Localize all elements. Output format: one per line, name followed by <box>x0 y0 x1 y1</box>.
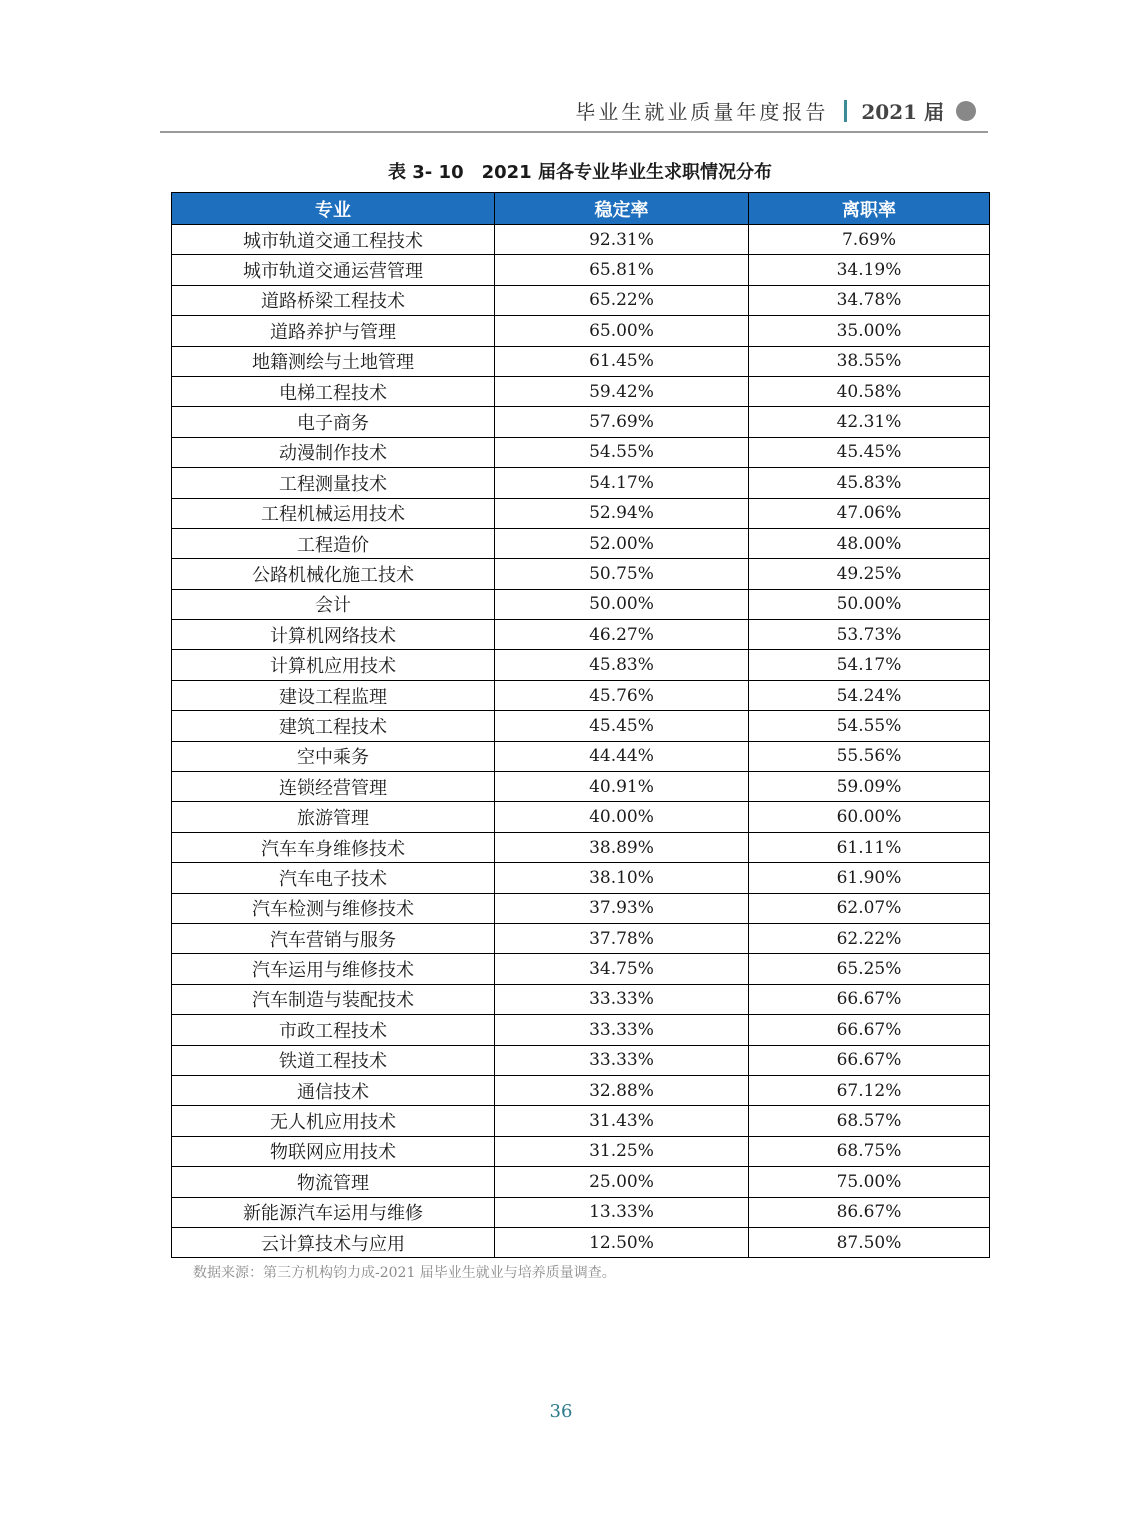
turnover-rate-cell: 54.24% <box>749 680 990 710</box>
table-row <box>172 863 990 893</box>
stability-rate-cell: 59.42% <box>495 376 749 406</box>
major-cell: 连锁经营管理 <box>172 772 495 802</box>
stability-rate-cell: 34.75% <box>495 954 749 984</box>
major-cell: 物联网应用技术 <box>172 1136 495 1166</box>
table-row <box>172 1167 990 1197</box>
page-header <box>575 96 976 125</box>
major-cell: 物流管理 <box>172 1167 495 1197</box>
table-row <box>172 437 990 467</box>
major-cell: 工程造价 <box>172 528 495 558</box>
major-cell: 城市轨道交通运营管理 <box>172 255 495 285</box>
table-row <box>172 468 990 498</box>
major-cell: 计算机网络技术 <box>172 620 495 650</box>
turnover-rate-cell: 53.73% <box>749 620 990 650</box>
major-cell: 电梯工程技术 <box>172 376 495 406</box>
major-cell: 旅游管理 <box>172 802 495 832</box>
major-cell: 汽车营销与服务 <box>172 923 495 953</box>
table-row <box>172 650 990 680</box>
stability-rate-cell: 33.33% <box>495 984 749 1014</box>
turnover-rate-cell: 62.07% <box>749 893 990 923</box>
table-row <box>172 559 990 589</box>
table-row <box>172 772 990 802</box>
stability-rate-cell: 52.94% <box>495 498 749 528</box>
major-cell: 铁道工程技术 <box>172 1045 495 1075</box>
stability-rate-cell: 65.81% <box>495 255 749 285</box>
turnover-rate-cell: 60.00% <box>749 802 990 832</box>
stability-rate-cell: 33.33% <box>495 1045 749 1075</box>
stability-rate-cell: 25.00% <box>495 1167 749 1197</box>
stability-rate-cell: 44.44% <box>495 741 749 771</box>
stability-rate-cell: 54.55% <box>495 437 749 467</box>
turnover-rate-cell: 54.55% <box>749 711 990 741</box>
major-cell: 建设工程监理 <box>172 680 495 710</box>
turnover-rate-cell: 34.78% <box>749 285 990 315</box>
table-row <box>172 1197 990 1227</box>
turnover-rate-cell: 59.09% <box>749 772 990 802</box>
turnover-rate-cell: 47.06% <box>749 498 990 528</box>
stability-rate-cell: 46.27% <box>495 620 749 650</box>
header-divider <box>844 100 847 122</box>
stability-rate-cell: 31.25% <box>495 1136 749 1166</box>
stability-rate-cell: 45.83% <box>495 650 749 680</box>
table-row <box>172 802 990 832</box>
stability-rate-cell: 45.76% <box>495 680 749 710</box>
table-row <box>172 225 990 255</box>
major-cell: 会计 <box>172 589 495 619</box>
table-row <box>172 528 990 558</box>
stability-rate-cell: 65.00% <box>495 316 749 346</box>
table-row <box>172 346 990 376</box>
table-row <box>172 1075 990 1105</box>
table-row <box>172 1045 990 1075</box>
major-cell: 地籍测绘与土地管理 <box>172 346 495 376</box>
turnover-rate-cell: 50.00% <box>749 589 990 619</box>
turnover-rate-cell: 66.67% <box>749 1045 990 1075</box>
table-row <box>172 954 990 984</box>
table-row <box>172 1227 990 1257</box>
stability-rate-cell: 12.50% <box>495 1227 749 1257</box>
turnover-rate-cell: 45.83% <box>749 468 990 498</box>
turnover-rate-cell: 40.58% <box>749 376 990 406</box>
table-row <box>172 680 990 710</box>
major-cell: 汽车制造与装配技术 <box>172 984 495 1014</box>
column-header-turnover-rate: 离职率 <box>749 193 990 225</box>
table-row <box>172 741 990 771</box>
turnover-rate-cell: 61.11% <box>749 832 990 862</box>
major-cell: 通信技术 <box>172 1075 495 1105</box>
stability-rate-cell: 38.89% <box>495 832 749 862</box>
turnover-rate-cell: 62.22% <box>749 923 990 953</box>
table-row <box>172 255 990 285</box>
major-cell: 新能源汽车运用与维修 <box>172 1197 495 1227</box>
turnover-rate-cell: 48.00% <box>749 528 990 558</box>
stability-rate-cell: 40.00% <box>495 802 749 832</box>
header-rule <box>160 131 988 133</box>
placement-table <box>171 192 990 1258</box>
table-row <box>172 285 990 315</box>
major-cell: 无人机应用技术 <box>172 1106 495 1136</box>
stability-rate-cell: 50.75% <box>495 559 749 589</box>
table-caption: 表 3- 10 2021 届各专业毕业生求职情况分布 <box>388 162 772 183</box>
table-row <box>172 1106 990 1136</box>
stability-rate-cell: 45.45% <box>495 711 749 741</box>
table-row <box>172 832 990 862</box>
stability-rate-cell: 54.17% <box>495 468 749 498</box>
major-cell: 空中乘务 <box>172 741 495 771</box>
stability-rate-cell: 37.78% <box>495 923 749 953</box>
turnover-rate-cell: 67.12% <box>749 1075 990 1105</box>
major-cell: 工程测量技术 <box>172 468 495 498</box>
stability-rate-cell: 65.22% <box>495 285 749 315</box>
turnover-rate-cell: 68.75% <box>749 1136 990 1166</box>
page-number: 36 <box>549 1401 573 1422</box>
table-row <box>172 316 990 346</box>
major-cell: 工程机械运用技术 <box>172 498 495 528</box>
major-cell: 计算机应用技术 <box>172 650 495 680</box>
turnover-rate-cell: 55.56% <box>749 741 990 771</box>
column-header-stability-rate: 稳定率 <box>495 193 749 225</box>
turnover-rate-cell: 42.31% <box>749 407 990 437</box>
stability-rate-cell: 92.31% <box>495 225 749 255</box>
turnover-rate-cell: 86.67% <box>749 1197 990 1227</box>
major-cell: 云计算技术与应用 <box>172 1227 495 1257</box>
turnover-rate-cell: 65.25% <box>749 954 990 984</box>
turnover-rate-cell: 66.67% <box>749 1015 990 1045</box>
stability-rate-cell: 50.00% <box>495 589 749 619</box>
major-cell: 公路机械化施工技术 <box>172 559 495 589</box>
table-row <box>172 893 990 923</box>
turnover-rate-cell: 68.57% <box>749 1106 990 1136</box>
stability-rate-cell: 52.00% <box>495 528 749 558</box>
stability-rate-cell: 31.43% <box>495 1106 749 1136</box>
stability-rate-cell: 40.91% <box>495 772 749 802</box>
major-cell: 道路桥梁工程技术 <box>172 285 495 315</box>
stability-rate-cell: 57.69% <box>495 407 749 437</box>
table-row <box>172 923 990 953</box>
major-cell: 汽车车身维修技术 <box>172 832 495 862</box>
turnover-rate-cell: 49.25% <box>749 559 990 589</box>
header-dot-icon <box>956 101 976 121</box>
source-note: 数据来源：第三方机构钧力成-2021 届毕业生就业与培养质量调查。 <box>193 1265 616 1281</box>
table-row <box>172 589 990 619</box>
stability-rate-cell: 37.93% <box>495 893 749 923</box>
major-cell: 市政工程技术 <box>172 1015 495 1045</box>
table-row <box>172 376 990 406</box>
table-row <box>172 1015 990 1045</box>
turnover-rate-cell: 35.00% <box>749 316 990 346</box>
table-row <box>172 711 990 741</box>
table-row <box>172 407 990 437</box>
report-year: 2021 届 <box>861 100 944 124</box>
turnover-rate-cell: 45.45% <box>749 437 990 467</box>
major-cell: 城市轨道交通工程技术 <box>172 225 495 255</box>
turnover-rate-cell: 54.17% <box>749 650 990 680</box>
stability-rate-cell: 13.33% <box>495 1197 749 1227</box>
turnover-rate-cell: 66.67% <box>749 984 990 1014</box>
stability-rate-cell: 61.45% <box>495 346 749 376</box>
major-cell: 道路养护与管理 <box>172 316 495 346</box>
major-cell: 建筑工程技术 <box>172 711 495 741</box>
turnover-rate-cell: 34.19% <box>749 255 990 285</box>
turnover-rate-cell: 87.50% <box>749 1227 990 1257</box>
turnover-rate-cell: 61.90% <box>749 863 990 893</box>
column-header-major: 专业 <box>172 193 495 225</box>
major-cell: 汽车检测与维修技术 <box>172 893 495 923</box>
table-body <box>172 225 990 1258</box>
table-row <box>172 1136 990 1166</box>
turnover-rate-cell: 75.00% <box>749 1167 990 1197</box>
stability-rate-cell: 32.88% <box>495 1075 749 1105</box>
table-row <box>172 984 990 1014</box>
stability-rate-cell: 38.10% <box>495 863 749 893</box>
major-cell: 动漫制作技术 <box>172 437 495 467</box>
stability-rate-cell: 33.33% <box>495 1015 749 1045</box>
major-cell: 汽车电子技术 <box>172 863 495 893</box>
turnover-rate-cell: 7.69% <box>749 225 990 255</box>
table-row <box>172 498 990 528</box>
report-title: 毕业生就业质量年度报告 <box>575 100 829 124</box>
major-cell: 电子商务 <box>172 407 495 437</box>
turnover-rate-cell: 38.55% <box>749 346 990 376</box>
major-cell: 汽车运用与维修技术 <box>172 954 495 984</box>
table-row <box>172 620 990 650</box>
table-header-row <box>172 193 990 225</box>
